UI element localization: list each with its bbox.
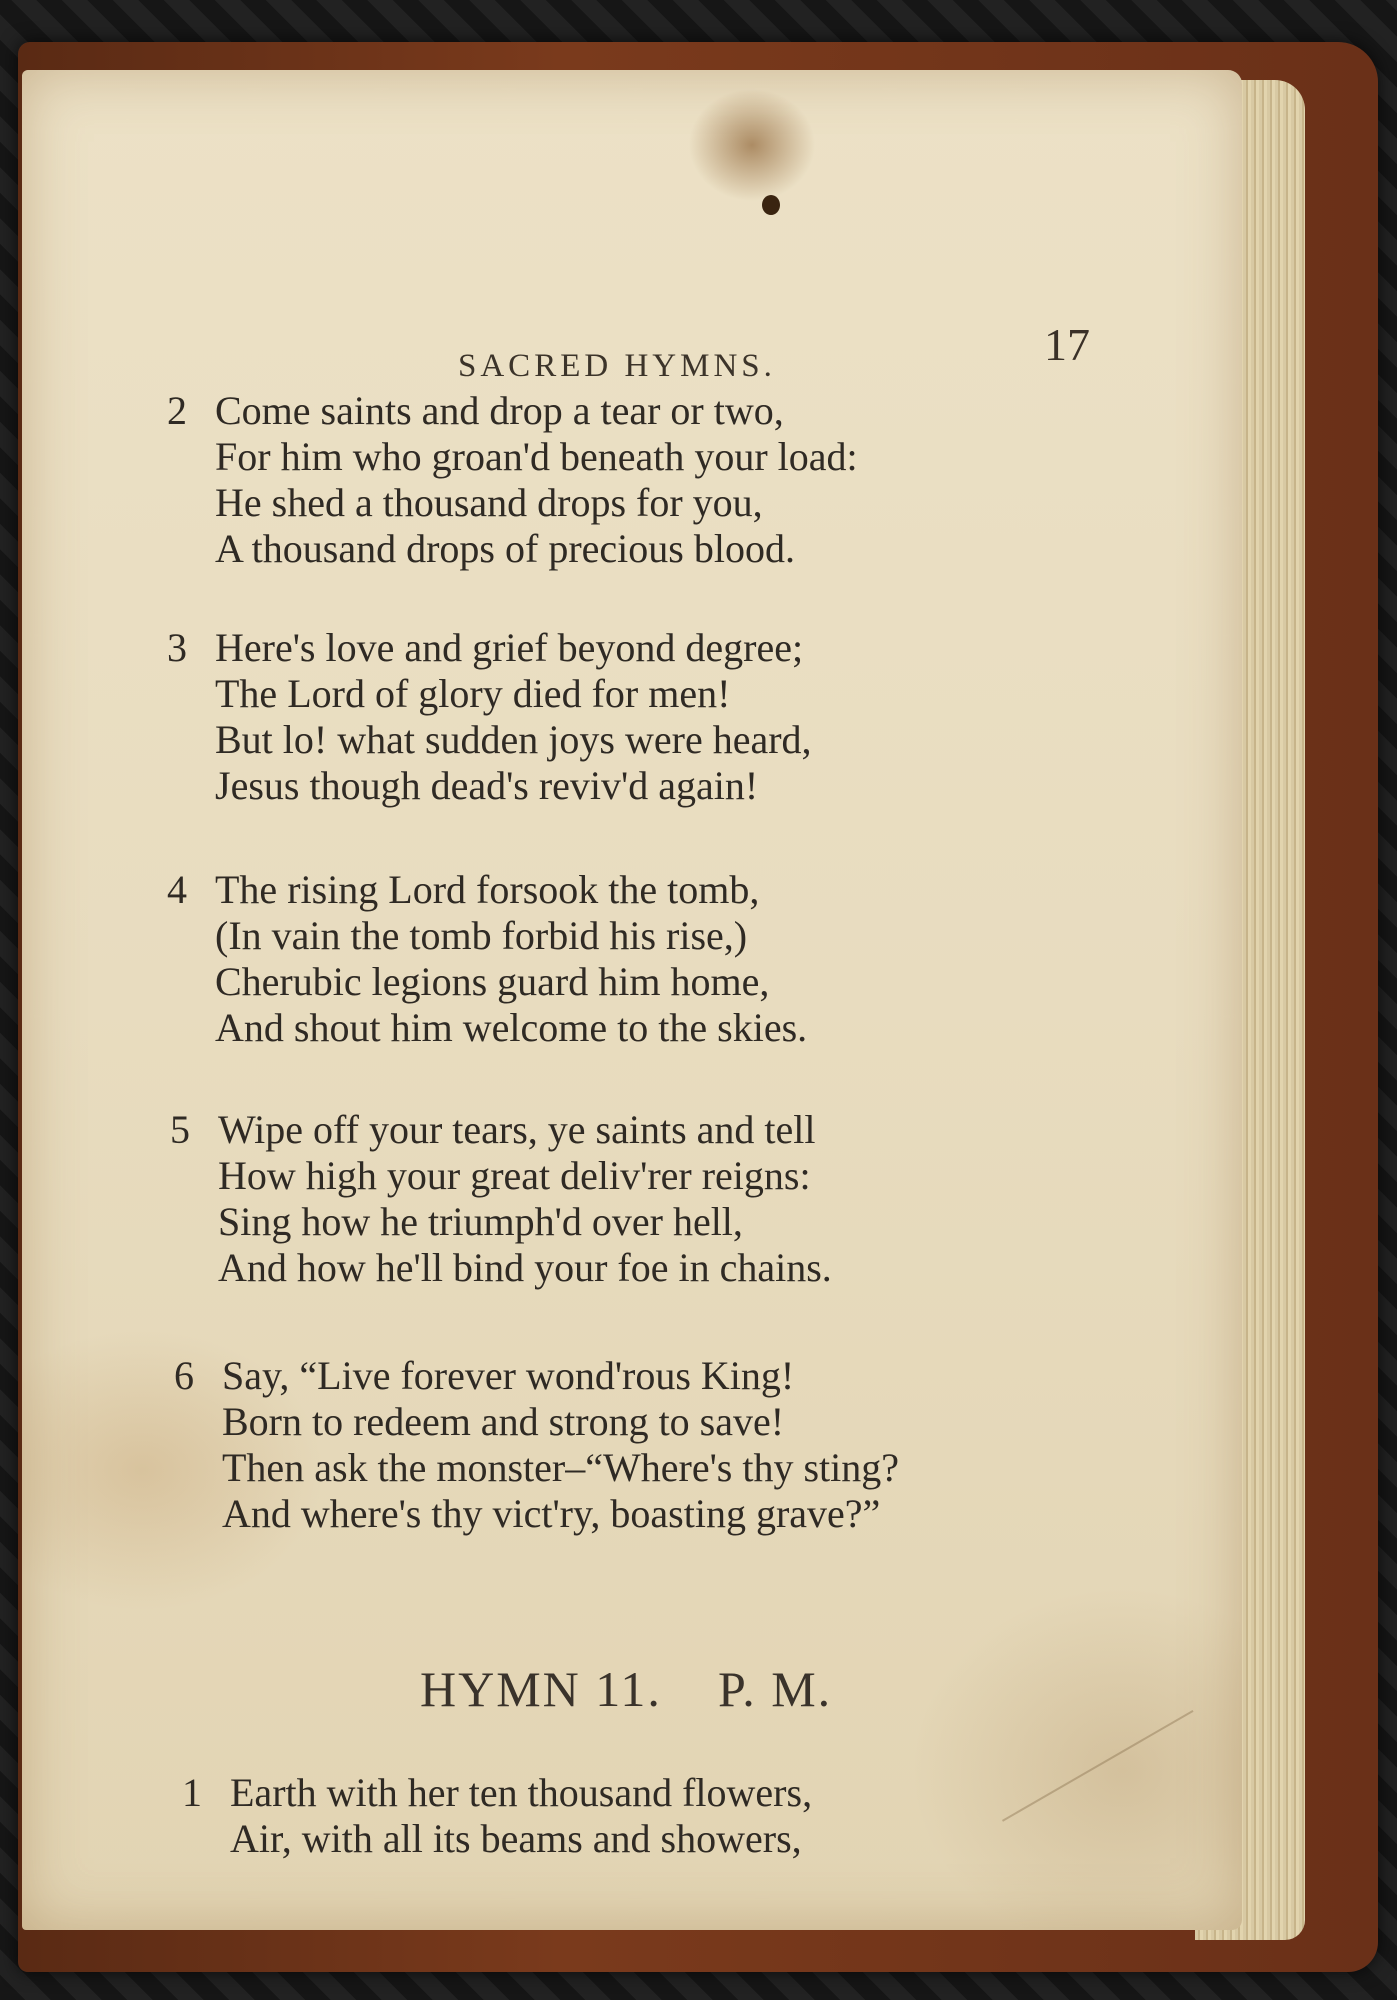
verse-line: And how he'll bind your foe in chains. — [218, 1245, 832, 1290]
verse-line: Come saints and drop a tear or two, — [215, 388, 784, 433]
stanza-number: 6 — [174, 1353, 194, 1398]
stanza-number: 4 — [167, 867, 187, 912]
verse-line: And shout him welcome to the skies. — [215, 1005, 808, 1050]
verse-line: A thousand drops of precious blood. — [215, 526, 795, 571]
page-crease — [1002, 1710, 1264, 1943]
verse-line: Sing how he triumph'd over hell, — [218, 1199, 743, 1244]
stanza-lines — [230, 1770, 1130, 1862]
hymn-meter: P. M. — [717, 1661, 833, 1717]
verse-line: And where's thy vict'ry, boasting grave?” — [222, 1491, 881, 1536]
stanza-lines — [215, 625, 1115, 809]
page-number: 17 — [1044, 319, 1090, 370]
stanza-number: 1 — [182, 1770, 202, 1815]
book-page — [22, 70, 1242, 1930]
hymn-title: HYMN 11. — [420, 1661, 662, 1717]
running-head: SACRED HYMNS. — [458, 348, 776, 384]
verse-line: Cherubic legions guard him home, — [215, 959, 770, 1004]
wormhole-mark — [762, 195, 780, 215]
hymn-heading — [420, 1660, 888, 1718]
verse-line: For him who groan'd beneath your load: — [215, 434, 858, 479]
verse-line: Here's love and grief beyond degree; — [215, 625, 804, 670]
stanza-number: 3 — [167, 625, 187, 670]
verse-line: The Lord of glory died for men! — [215, 671, 731, 716]
stanza-lines — [218, 1107, 1118, 1291]
verse-line: But lo! what sudden joys were heard, — [215, 717, 812, 762]
verse-line: The rising Lord forsook the tomb, — [215, 867, 760, 912]
verse-line: (In vain the tomb forbid his rise,) — [215, 913, 748, 958]
verse-line: Wipe off your tears, ye saints and tell — [218, 1107, 816, 1152]
stanza-number: 2 — [167, 388, 187, 433]
verse-line: He shed a thousand drops for you, — [215, 480, 763, 525]
stanza-number: 5 — [170, 1107, 190, 1152]
verse-line: Earth with her ten thousand flowers, — [230, 1770, 813, 1815]
verse-line: How high your great deliv'rer reigns: — [218, 1153, 811, 1198]
verse-line: Jesus though dead's reviv'd again! — [215, 763, 759, 808]
verse-line: Air, with all its beams and showers, — [230, 1816, 802, 1861]
verse-line: Then ask the monster–“Where's thy sting? — [222, 1445, 900, 1490]
stanza-lines — [215, 867, 1115, 1051]
verse-line: Say, “Live forever wond'rous King! — [222, 1353, 795, 1398]
stanza-lines — [222, 1353, 1122, 1537]
verse-line: Born to redeem and strong to save! — [222, 1399, 785, 1444]
stanza-lines — [215, 388, 1115, 572]
